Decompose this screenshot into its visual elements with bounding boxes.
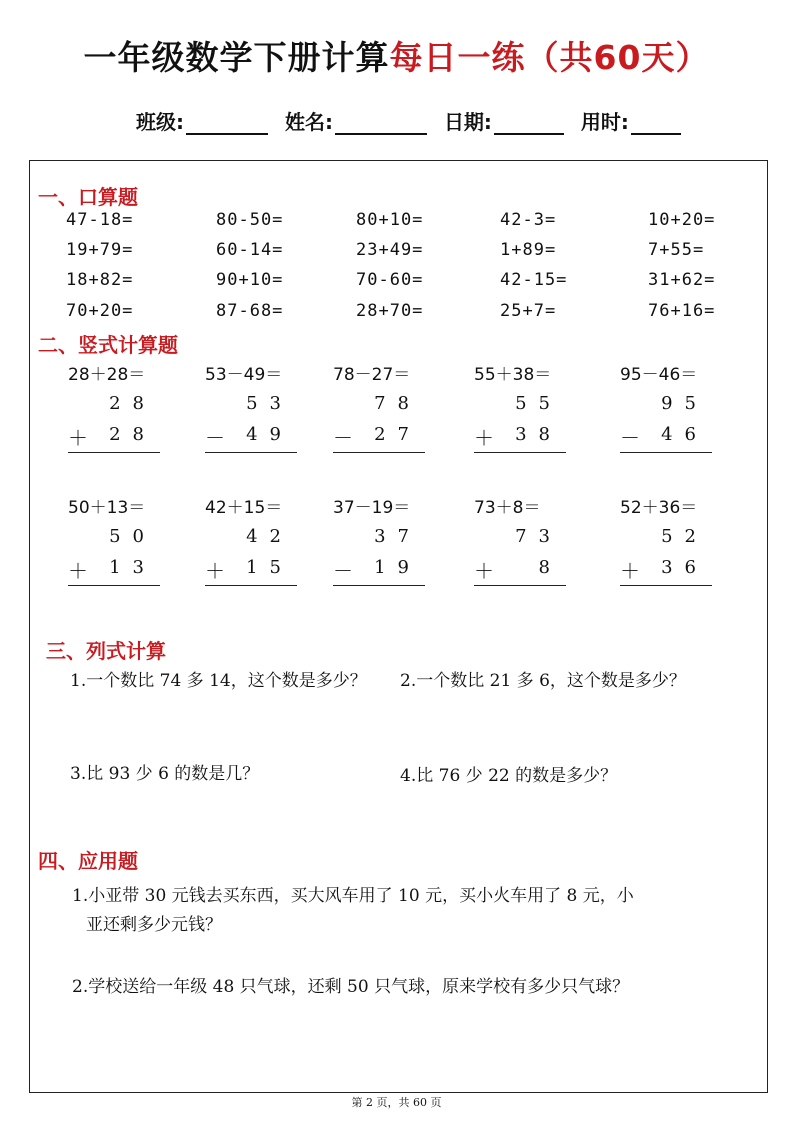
vertical-bottom-number: 28 [109,424,156,445]
student-info-line [136,106,691,135]
vertical-operator: － [205,426,225,450]
section-title-application: 四、应用题 [38,849,138,873]
vertical-top-number: 78 [374,393,421,414]
vertical-bottom-number: 15 [246,557,293,578]
vertical-top-number: 55 [515,393,562,414]
vertical-top-number: 28 [109,393,156,414]
oral-problem: 28+70= [356,301,424,321]
vertical-question: 55＋38＝ [474,365,552,385]
oral-problem: 1+89= [500,240,557,260]
name-blank[interactable] [335,113,427,135]
page-footer: 第 2 页，共 60 页 [351,1096,442,1109]
vertical-top-number: 37 [374,526,421,547]
vertical-question: 52＋36＝ [620,498,698,518]
oral-problem: 18+82= [66,270,134,290]
equation-question-3: 3.比 93 少 6 的数是几？ [70,764,260,784]
vertical-answer-line [620,585,712,586]
vertical-answer-line [620,452,712,453]
vertical-operator: － [620,426,640,450]
vertical-operator: ＋ [205,559,225,583]
vertical-answer-line [68,452,160,453]
oral-problem: 42-15= [500,270,568,290]
vertical-question: 95－46＝ [620,365,698,385]
title-highlight: 每日一练（共60天） [389,38,710,77]
oral-problem: 47-18= [66,210,134,230]
oral-problem: 90+10= [216,270,284,290]
oral-problem: 31+62= [648,270,716,290]
vertical-question: 73＋8＝ [474,498,541,518]
vertical-operator: ＋ [620,559,640,583]
oral-problem: 60-14= [216,240,284,260]
vertical-question: 50＋13＝ [68,498,146,518]
info-field-class [136,106,268,135]
info-label: 姓名: [284,110,333,134]
worksheet-frame [29,160,768,1093]
vertical-answer-line [474,585,566,586]
vertical-operator: － [333,426,353,450]
vertical-question: 53－49＝ [205,365,283,385]
info-label: 用时: [580,110,629,134]
oral-problem: 10+20= [648,210,716,230]
vertical-answer-line [474,452,566,453]
vertical-top-number: 52 [661,526,708,547]
application-question-2: 2.学校送给一年级 48 只气球，还剩 50 只气球，原来学校有多少只气球？ [72,977,630,997]
oral-problem: 25+7= [500,301,557,321]
oral-problem: 42-3= [500,210,557,230]
section-title-vertical: 二、竖式计算题 [38,333,178,357]
vertical-answer-line [68,585,160,586]
oral-problem: 80-50= [216,210,284,230]
vertical-top-number: 95 [661,393,708,414]
title-main: 一年级数学下册计算 [83,38,390,77]
vertical-bottom-number: 36 [661,557,708,578]
vertical-question: 78－27＝ [333,365,411,385]
page-title [0,32,793,79]
vertical-question: 42＋15＝ [205,498,283,518]
vertical-bottom-number: 19 [374,557,421,578]
equation-question-4: 4.比 76 少 22 的数是多少？ [400,766,618,786]
vertical-operator: ＋ [68,559,88,583]
vertical-operator: ＋ [474,559,494,583]
equation-question-1: 1.一个数比 74 多 14，这个数是多少？ [70,671,367,691]
application-question-1-line2: 亚还剩多少元钱？ [86,915,222,935]
application-question-1-line1: 1.小亚带 30 元钱去买东西，买大风车用了 10 元，买小火车用了 8 元，小 [72,886,634,906]
vertical-top-number: 73 [515,526,562,547]
class-blank[interactable] [186,113,268,135]
section-title-equation: 三、列式计算 [46,639,166,663]
vertical-bottom-number: 27 [374,424,421,445]
vertical-operator: ＋ [474,426,494,450]
vertical-answer-line [333,452,425,453]
vertical-answer-line [205,452,297,453]
vertical-bottom-number: 8 [538,557,562,578]
oral-problem: 19+79= [66,240,134,260]
oral-problem: 80+10= [356,210,424,230]
info-field-name [285,106,427,135]
oral-problem: 70-60= [356,270,424,290]
oral-problem: 23+49= [356,240,424,260]
oral-problem: 7+55= [648,240,705,260]
oral-problem: 70+20= [66,301,134,321]
vertical-top-number: 53 [246,393,293,414]
equation-question-2: 2.一个数比 21 多 6，这个数是多少？ [400,671,686,691]
info-field-time [581,106,681,135]
oral-problem: 76+16= [648,301,716,321]
vertical-answer-line [205,585,297,586]
oral-problem: 87-68= [216,301,284,321]
vertical-question: 37－19＝ [333,498,411,518]
date-blank[interactable] [494,113,564,135]
vertical-bottom-number: 49 [246,424,293,445]
info-label: 班级: [136,110,184,134]
vertical-bottom-number: 46 [661,424,708,445]
vertical-bottom-number: 13 [109,557,156,578]
time-blank[interactable] [631,113,681,135]
info-field-date [444,106,564,135]
vertical-top-number: 50 [109,526,156,547]
vertical-answer-line [333,585,425,586]
vertical-top-number: 42 [246,526,293,547]
vertical-bottom-number: 38 [515,424,562,445]
vertical-operator: － [333,559,353,583]
vertical-operator: ＋ [68,426,88,450]
section-title-oral: 一、口算题 [38,185,138,209]
info-label: 日期: [443,110,492,134]
vertical-question: 28＋28＝ [68,365,146,385]
